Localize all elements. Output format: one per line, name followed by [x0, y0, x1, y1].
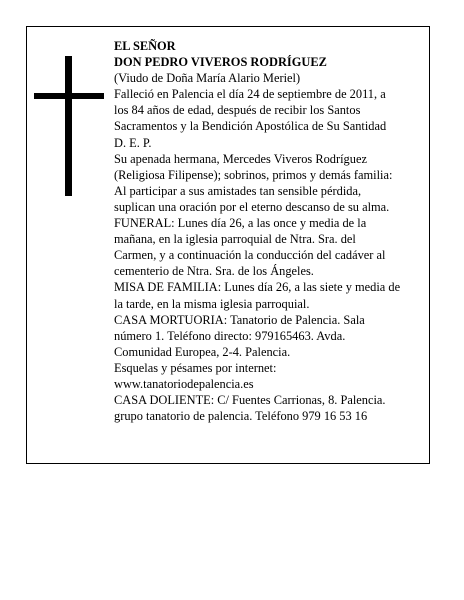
- family-text-line-3: Al participar a sus amistades tan sensible pérdida,: [114, 183, 362, 198]
- widow-note: (Viudo de Doña María Alario Meriel): [114, 71, 301, 86]
- family-mass-line-1: MISA DE FAMILIA: Lunes día 26, a las siete y media de: [114, 280, 401, 295]
- death-text-line-3: Sacramentos y la Bendición Apostólica de Su Santidad: [114, 119, 387, 134]
- death-text-line-1: Falleció en Palencia el día 24 de septiembre de 2011, a: [114, 87, 386, 102]
- deceased-name: DON PEDRO VIVEROS RODRÍGUEZ: [114, 55, 327, 70]
- mortuary-line-3: Comunidad Europea, 2-4. Palencia.: [114, 344, 291, 359]
- death-text-line-4: D. E. P.: [114, 135, 152, 150]
- family-home-line-2: grupo tanatorio de palencia. Teléfono 979 16 53 16: [114, 409, 368, 424]
- internet-label: Esquelas y pésames por internet:: [114, 360, 277, 375]
- death-text-line-2: los 84 años de edad, después de recibir los Santos: [114, 103, 361, 118]
- cross-icon: [34, 56, 104, 196]
- family-text-line-2: (Religiosa Filipense); sobrinos, primos y demás familia:: [114, 167, 393, 182]
- website-url: www.tanatoriodepalencia.es: [114, 376, 254, 391]
- family-text-line-1: Su apenada hermana, Mercedes Viveros Rodríguez: [114, 151, 367, 166]
- family-text-line-4: suplican una oración por el eterno descanso de su alma.: [114, 199, 390, 214]
- mortuary-line-2: número 1. Teléfono directo: 979165463. Avda.: [114, 328, 346, 343]
- cross-vertical-bar: [65, 56, 72, 196]
- funeral-line-3: Carmen, y a continuación la conducción del cadáver al: [114, 248, 386, 263]
- family-mass-line-2: la tarde, en la misma iglesia parroquial.: [114, 296, 310, 311]
- header-title: EL SEÑOR: [114, 39, 176, 53]
- obituary-text: [114, 38, 426, 424]
- funeral-line-4: cementerio de Ntra. Sra. de los Ángeles.: [114, 264, 314, 279]
- funeral-line-1: FUNERAL: Lunes día 26, a las once y media de la: [114, 216, 367, 231]
- family-home-line-1: CASA DOLIENTE: C/ Fuentes Carrionas, 8. Palencia.: [114, 393, 386, 408]
- cross-horizontal-bar: [34, 93, 104, 99]
- mortuary-line-1: CASA MORTUORIA: Tanatorio de Palencia. Sala: [114, 312, 365, 327]
- funeral-line-2: mañana, en la iglesia parroquial de Ntra. Sra. del: [114, 232, 356, 247]
